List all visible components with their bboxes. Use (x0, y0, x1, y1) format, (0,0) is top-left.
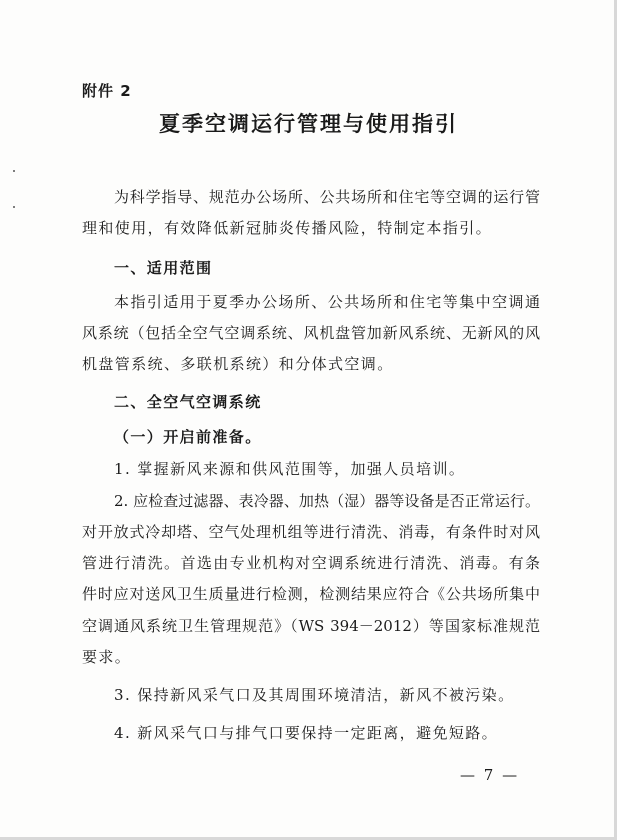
intro-line-2: 理和使用，有效降低新冠肺炎传播风险，特制定本指引。 (82, 219, 493, 237)
item-2-line-6: 要求。 (82, 648, 132, 666)
intro-line-1: 为科学指导、规范办公场所、公共场所和住宅等空调的运行管 (114, 188, 540, 206)
item-2-line-4: 件时应对送风卫生质量进行检测，检测结果应符合《公共场所集中 (82, 585, 540, 603)
item-2-line-3: 管进行清洗。首选由专业机构对空调系统进行清洗、消毒。有条 (82, 554, 540, 572)
item-2-line-5: 空调通风系统卫生管理规范》（WS 394－2012）等国家标准规范 (82, 617, 540, 635)
item-2-line-1: 2. 应检查过滤器、表冷器、加热（湿）器等设备是否正常运行。 (114, 492, 540, 510)
document-title: 夏季空调运行管理与使用指引 (159, 111, 458, 136)
scope-line-1: 本指引适用于夏季办公场所、公共场所和住宅等集中空调通 (114, 293, 540, 311)
section-heading-scope: 一、适用范围 (114, 259, 213, 277)
section-heading-all-air: 二、全空气空调系统 (114, 393, 262, 411)
scope-line-2: 风系统（包括全空气空调系统、风机盘管加新风系统、无新风的风 (82, 324, 540, 342)
scan-mark (13, 206, 15, 208)
subheading-preparation: （一）开启前准备。 (114, 428, 262, 446)
item-1: 1. 掌握新风来源和供风范围等，加强人员培训。 (114, 460, 466, 478)
page-number: — 7 — (460, 766, 520, 784)
annex-label: 附件 2 (82, 82, 132, 100)
scope-line-3: 机盘管系统、多联机系统）和分体式空调。 (82, 355, 394, 373)
item-2-line-2: 对开放式冷却塔、空气处理机组等进行清洗、消毒，有条件时对风 (82, 523, 540, 541)
scan-mark (13, 170, 15, 172)
item-3: 3. 保持新风采气口及其周围环境清洁，新风不被污染。 (114, 686, 515, 704)
item-4: 4. 新风采气口与排气口要保持一定距离，避免短路。 (114, 724, 499, 742)
